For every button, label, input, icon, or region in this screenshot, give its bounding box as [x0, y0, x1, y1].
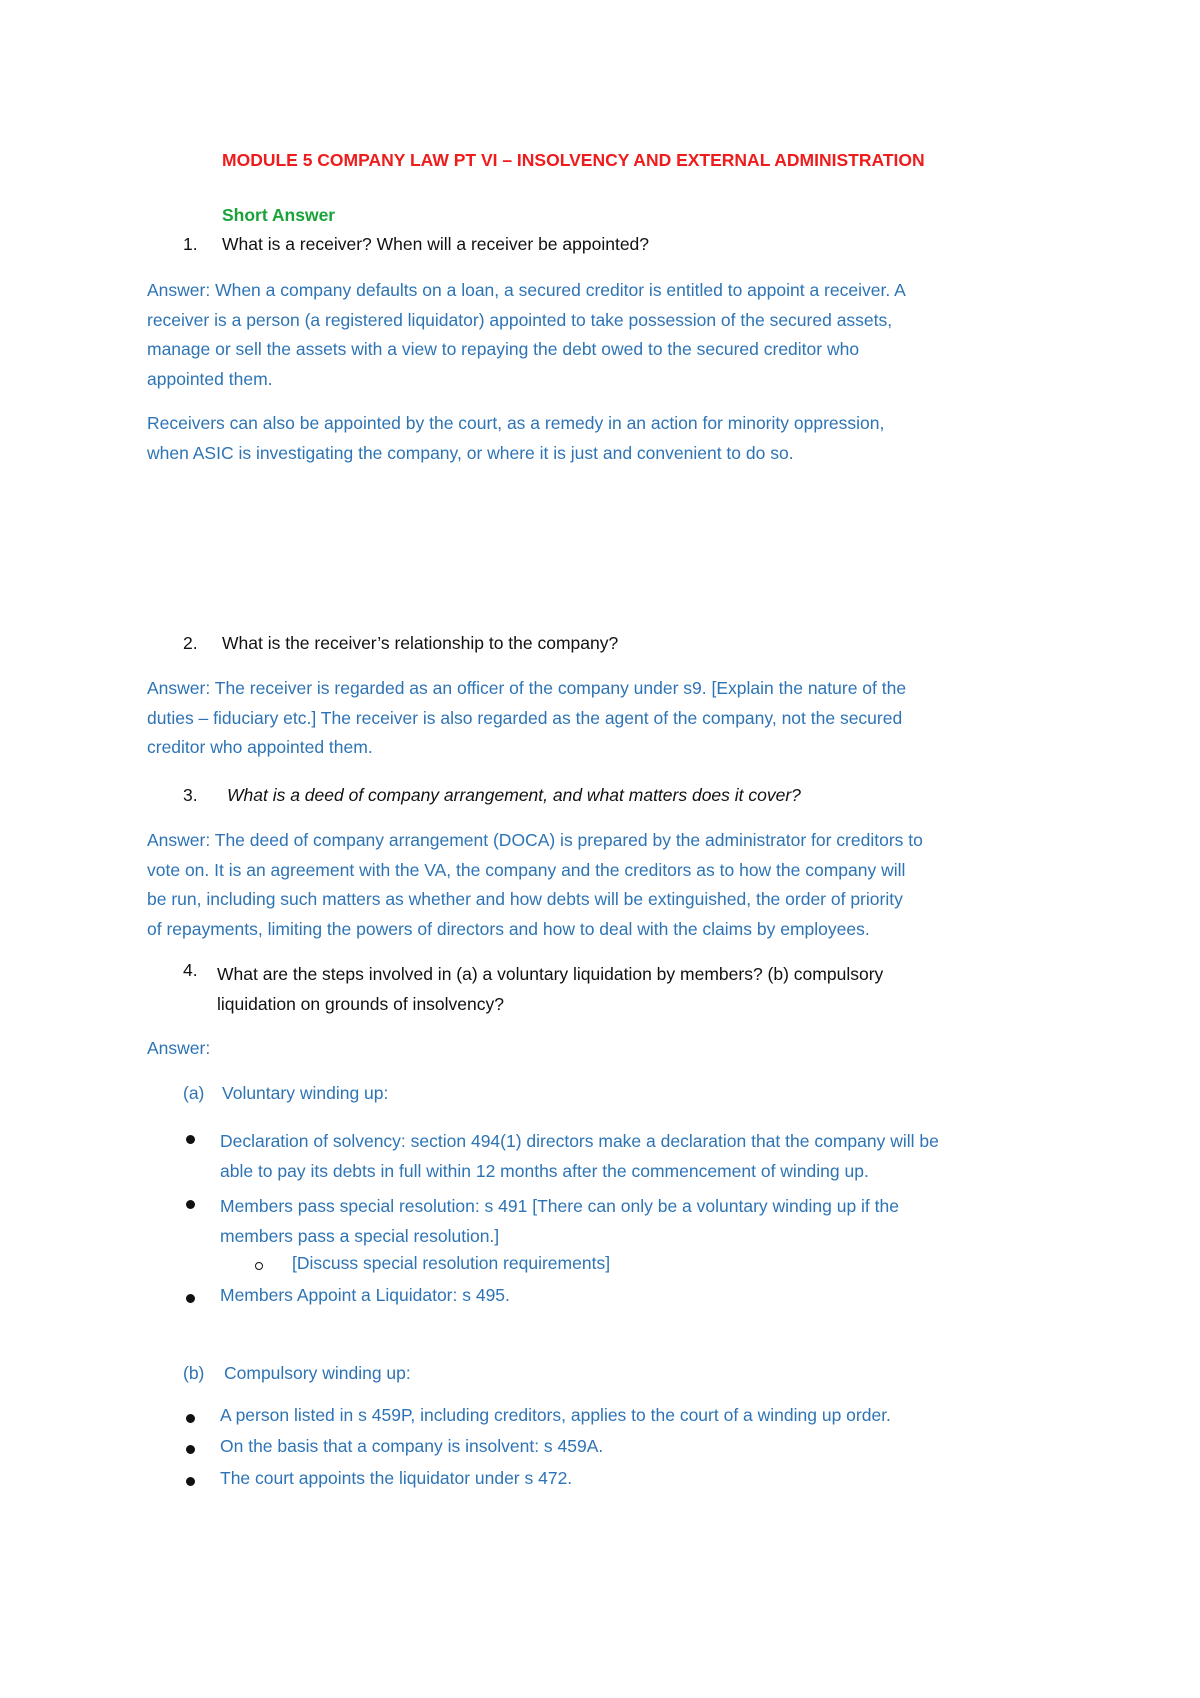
compulsory-label-text: Compulsory winding up:: [224, 1363, 411, 1383]
answer-line: duties – fiduciary etc.] The receiver is also regarded as the agent of the company, not the secured: [147, 707, 903, 728]
answer-line: Answer: When a company defaults on a loan, a secured creditor is entitled to appoint a receiver. A: [147, 280, 906, 300]
question-3-answer: [147, 826, 923, 944]
question-1-text: What is a receiver? When will a receiver be appointed?: [222, 234, 650, 254]
bullet-dot: [186, 1135, 195, 1144]
bullet-line: Members pass special resolution: s 491 [There can only be a voluntary winding up if the: [220, 1196, 899, 1216]
question-number: 3.: [183, 785, 198, 805]
answer-line: when ASIC is investigating the company, or where it is just and convenient to do so.: [147, 442, 794, 463]
bullet-dot: [186, 1414, 195, 1423]
compulsory-label-letter: (b): [183, 1363, 205, 1383]
answer-line: manage or sell the assets with a view to repaying the debt owed to the secured creditor who: [147, 339, 860, 359]
bullet-dot: [186, 1294, 195, 1303]
question-number: 4.: [183, 960, 198, 980]
bullet-dot: [186, 1477, 195, 1486]
section-heading: Short Answer: [222, 205, 336, 225]
question-number: 1.: [183, 234, 198, 254]
voluntary-sub-bullet: [Discuss special resolution requirements]: [292, 1253, 611, 1273]
compulsory-bullet-1: A person listed in s 459P, including creditors, applies to the court of a winding up order.: [220, 1405, 891, 1425]
question-1-answer: [147, 276, 906, 394]
bullet-line: members pass a special resolution.]: [220, 1226, 500, 1246]
answer-line: Receivers can also be appointed by the court, as a remedy in an action for minority oppression,: [147, 413, 885, 433]
question-line: What are the steps involved in (a) a voluntary liquidation by members? (b) compulsory: [217, 964, 884, 984]
document-title: MODULE 5 COMPANY LAW PT VI – INSOLVENCY AND EXTERNAL ADMINISTRATION: [222, 150, 925, 170]
answer-line: Answer: The deed of company arrangement (DOCA) is prepared by the administrator for creditors to: [147, 830, 923, 850]
compulsory-bullet-2: On the basis that a company is insolvent: s 459A.: [220, 1436, 604, 1456]
answer-line: vote on. It is an agreement with the VA, the company and the creditors as to how the company will: [147, 859, 906, 880]
question-4-answer-label: Answer:: [147, 1038, 211, 1058]
voluntary-label-letter: (a): [183, 1083, 205, 1103]
answer-line: of repayments, limiting the powers of directors and how to deal with the claims by employees.: [147, 918, 870, 939]
voluntary-bullet-2: [220, 1191, 899, 1251]
sub-bullet-circle: [255, 1262, 263, 1270]
question-number: 2.: [183, 633, 198, 653]
bullet-dot: [186, 1445, 195, 1454]
question-1-answer-continued: [147, 409, 884, 468]
bullet-dot: [186, 1200, 195, 1209]
question-2-text: What is the receiver’s relationship to the company?: [222, 633, 619, 653]
question-4-text: [217, 960, 883, 1019]
voluntary-bullet-1: [220, 1126, 939, 1186]
answer-line: appointed them.: [147, 368, 273, 389]
question-line: liquidation on grounds of insolvency?: [217, 993, 504, 1014]
bullet-line: able to pay its debts in full within 12 months after the commencement of winding up.: [220, 1161, 869, 1181]
answer-line: receiver is a person (a registered liquidator) appointed to take possession of the secured assets,: [147, 309, 893, 330]
question-3-text: What is a deed of company arrangement, and what matters does it cover?: [227, 785, 801, 805]
answer-line: be run, including such matters as whether and how debts will be extinguished, the order of priority: [147, 889, 903, 909]
voluntary-label-text: Voluntary winding up:: [222, 1083, 389, 1103]
compulsory-bullet-3: The court appoints the liquidator under s 472.: [220, 1468, 573, 1488]
answer-line: creditor who appointed them.: [147, 737, 373, 757]
question-2-answer: [147, 674, 906, 763]
bullet-line: Declaration of solvency: section 494(1) directors make a declaration that the company will be: [220, 1131, 939, 1151]
answer-line: Answer: The receiver is regarded as an officer of the company under s9. [Explain the nature of the: [147, 678, 907, 698]
voluntary-bullet-3: Members Appoint a Liquidator: s 495.: [220, 1285, 510, 1305]
